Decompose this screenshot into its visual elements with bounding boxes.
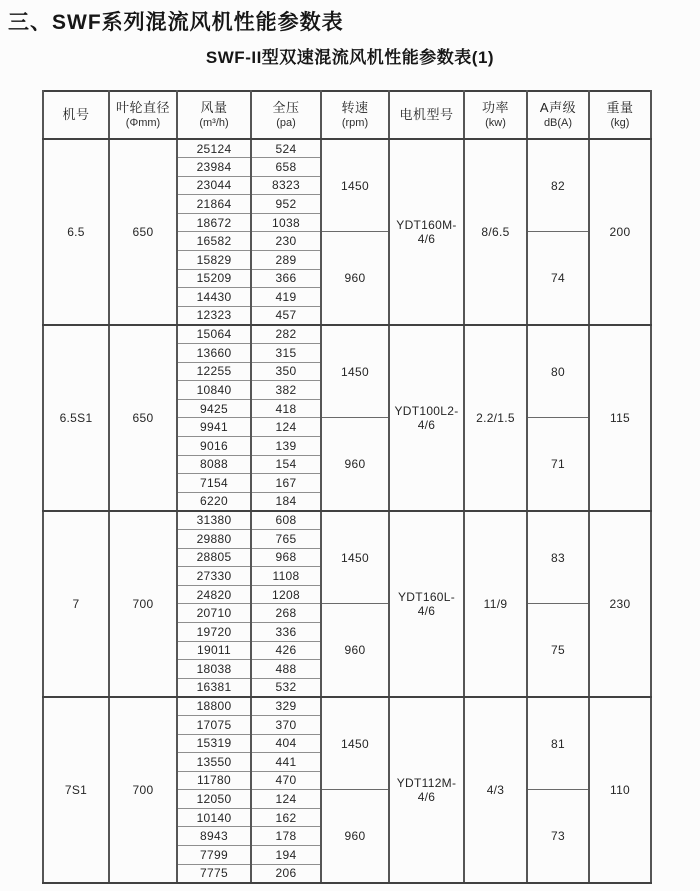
cell-rpm: 1450 — [321, 325, 389, 418]
cell-airflow: 28805 — [177, 548, 251, 567]
cell-airflow: 11780 — [177, 771, 251, 790]
cell-airflow: 29880 — [177, 529, 251, 548]
header-unit: (kg) — [610, 117, 630, 130]
cell-pressure: 441 — [251, 753, 321, 772]
cell-pressure: 952 — [251, 195, 321, 214]
cell-airflow: 24820 — [177, 585, 251, 604]
header-cell-diameter — [109, 91, 177, 139]
header-label: 机号 — [62, 106, 90, 122]
cell-model: 7 — [43, 511, 109, 697]
cell-motor-model: YDT100L2-4/6 — [389, 325, 464, 511]
cell-power: 8/6.5 — [464, 139, 527, 325]
cell-noise-level: 71 — [527, 418, 589, 511]
cell-pressure: 366 — [251, 269, 321, 288]
page-title: 三、SWF系列混流风机性能参数表 — [8, 11, 344, 34]
cell-airflow: 31380 — [177, 511, 251, 530]
cell-pressure: 184 — [251, 492, 321, 511]
cell-airflow: 19720 — [177, 622, 251, 641]
cell-pressure: 139 — [251, 437, 321, 456]
cell-motor-model: YDT112M-4/6 — [389, 697, 464, 883]
header-label: 叶轮直径 — [115, 100, 170, 116]
cell-pressure: 336 — [251, 622, 321, 641]
header-unit: dB(A) — [543, 117, 573, 130]
fan-spec-table — [42, 90, 652, 884]
cell-airflow: 6220 — [177, 492, 251, 511]
cell-pressure: 524 — [251, 139, 321, 158]
cell-pressure: 194 — [251, 846, 321, 865]
cell-pressure: 289 — [251, 251, 321, 270]
cell-weight: 115 — [589, 325, 651, 511]
cell-pressure: 178 — [251, 827, 321, 846]
cell-power: 4/3 — [464, 697, 527, 883]
cell-pressure: 1108 — [251, 567, 321, 586]
header-label: 功率 — [481, 100, 509, 116]
header-cell-rpm — [321, 91, 389, 139]
cell-rpm: 960 — [321, 418, 389, 511]
cell-airflow: 18800 — [177, 697, 251, 716]
cell-airflow: 10140 — [177, 808, 251, 827]
cell-pressure: 658 — [251, 158, 321, 177]
cell-airflow: 15064 — [177, 325, 251, 344]
cell-noise-level: 73 — [527, 790, 589, 883]
cell-airflow: 13550 — [177, 753, 251, 772]
header-cell-noise-level — [527, 91, 589, 139]
cell-pressure: 370 — [251, 715, 321, 734]
cell-pressure: 457 — [251, 306, 321, 325]
cell-airflow: 25124 — [177, 139, 251, 158]
cell-airflow: 15209 — [177, 269, 251, 288]
cell-rpm: 960 — [321, 790, 389, 883]
cell-pressure: 230 — [251, 232, 321, 251]
cell-airflow: 21864 — [177, 195, 251, 214]
cell-airflow: 16582 — [177, 232, 251, 251]
cell-airflow: 23044 — [177, 176, 251, 195]
cell-pressure: 426 — [251, 641, 321, 660]
cell-noise-level: 83 — [527, 511, 589, 604]
header-label: 电机型号 — [399, 106, 454, 122]
header-row — [43, 91, 651, 139]
cell-pressure: 124 — [251, 790, 321, 809]
header-cell-pressure — [251, 91, 321, 139]
cell-rpm: 960 — [321, 604, 389, 697]
cell-airflow: 9941 — [177, 418, 251, 437]
cell-pressure: 488 — [251, 660, 321, 679]
cell-noise-level: 82 — [527, 139, 589, 232]
cell-pressure: 419 — [251, 288, 321, 307]
header-cell-power — [464, 91, 527, 139]
cell-airflow: 7799 — [177, 846, 251, 865]
cell-pressure: 382 — [251, 381, 321, 400]
header-unit: (rpm) — [341, 117, 369, 130]
cell-pressure: 404 — [251, 734, 321, 753]
cell-airflow: 9425 — [177, 399, 251, 418]
header-cell-weight — [589, 91, 651, 139]
cell-rpm: 1450 — [321, 511, 389, 604]
cell-pressure: 470 — [251, 771, 321, 790]
cell-motor-model: YDT160M-4/6 — [389, 139, 464, 325]
cell-weight: 110 — [589, 697, 651, 883]
cell-airflow: 13660 — [177, 344, 251, 363]
cell-rpm: 1450 — [321, 139, 389, 232]
cell-diameter: 700 — [109, 697, 177, 883]
cell-power: 2.2/1.5 — [464, 325, 527, 511]
header-label: 转速 — [341, 100, 369, 116]
cell-noise-level: 74 — [527, 232, 589, 325]
cell-airflow: 7154 — [177, 474, 251, 493]
cell-airflow: 18672 — [177, 213, 251, 232]
cell-airflow: 12050 — [177, 790, 251, 809]
header-label: 风量 — [200, 100, 228, 116]
cell-model: 6.5 — [43, 139, 109, 325]
cell-airflow: 15319 — [177, 734, 251, 753]
cell-airflow: 20710 — [177, 604, 251, 623]
cell-airflow: 8943 — [177, 827, 251, 846]
cell-rpm: 1450 — [321, 697, 389, 790]
cell-noise-level: 80 — [527, 325, 589, 418]
cell-pressure: 282 — [251, 325, 321, 344]
cell-pressure: 532 — [251, 678, 321, 697]
header-label: 重量 — [606, 100, 634, 116]
table-header — [43, 91, 651, 139]
cell-pressure: 1038 — [251, 213, 321, 232]
cell-weight: 200 — [589, 139, 651, 325]
cell-power: 11/9 — [464, 511, 527, 697]
cell-airflow: 12323 — [177, 306, 251, 325]
cell-airflow: 16381 — [177, 678, 251, 697]
cell-diameter: 650 — [109, 325, 177, 511]
header-cell-airflow — [177, 91, 251, 139]
cell-airflow: 10840 — [177, 381, 251, 400]
cell-airflow: 9016 — [177, 437, 251, 456]
cell-diameter: 700 — [109, 511, 177, 697]
table-row — [43, 139, 651, 158]
header-unit: (pa) — [276, 117, 296, 130]
cell-airflow: 7775 — [177, 864, 251, 883]
header-label: 全压 — [272, 100, 300, 116]
cell-airflow: 27330 — [177, 567, 251, 586]
cell-pressure: 206 — [251, 864, 321, 883]
header-cell-motor-model — [389, 91, 464, 139]
cell-airflow: 12255 — [177, 362, 251, 381]
header-label: A声级 — [539, 100, 577, 116]
cell-weight: 230 — [589, 511, 651, 697]
cell-pressure: 124 — [251, 418, 321, 437]
cell-airflow: 23984 — [177, 158, 251, 177]
cell-airflow: 8088 — [177, 455, 251, 474]
cell-pressure: 167 — [251, 474, 321, 493]
cell-pressure: 968 — [251, 548, 321, 567]
cell-pressure: 418 — [251, 399, 321, 418]
cell-pressure: 162 — [251, 808, 321, 827]
cell-airflow: 18038 — [177, 660, 251, 679]
cell-airflow: 14430 — [177, 288, 251, 307]
cell-noise-level: 75 — [527, 604, 589, 697]
header-unit: (m³/h) — [199, 117, 229, 130]
cell-diameter: 650 — [109, 139, 177, 325]
cell-pressure: 1208 — [251, 585, 321, 604]
cell-pressure: 329 — [251, 697, 321, 716]
cell-pressure: 350 — [251, 362, 321, 381]
table-body — [43, 139, 651, 883]
header-unit: (Φmm) — [125, 117, 161, 130]
cell-model: 6.5S1 — [43, 325, 109, 511]
cell-pressure: 765 — [251, 529, 321, 548]
cell-pressure: 8323 — [251, 176, 321, 195]
cell-rpm: 960 — [321, 232, 389, 325]
cell-airflow: 19011 — [177, 641, 251, 660]
header-cell-model — [43, 91, 109, 139]
table-row — [43, 325, 651, 344]
cell-motor-model: YDT160L-4/6 — [389, 511, 464, 697]
cell-model: 7S1 — [43, 697, 109, 883]
cell-pressure: 315 — [251, 344, 321, 363]
table-subtitle: SWF-II型双速混流风机性能参数表(1) — [205, 48, 495, 67]
table-row — [43, 697, 651, 716]
cell-pressure: 608 — [251, 511, 321, 530]
header-unit: (kw) — [485, 117, 506, 130]
cell-airflow: 17075 — [177, 715, 251, 734]
cell-airflow: 15829 — [177, 251, 251, 270]
cell-noise-level: 81 — [527, 697, 589, 790]
table-row — [43, 511, 651, 530]
cell-pressure: 154 — [251, 455, 321, 474]
cell-pressure: 268 — [251, 604, 321, 623]
